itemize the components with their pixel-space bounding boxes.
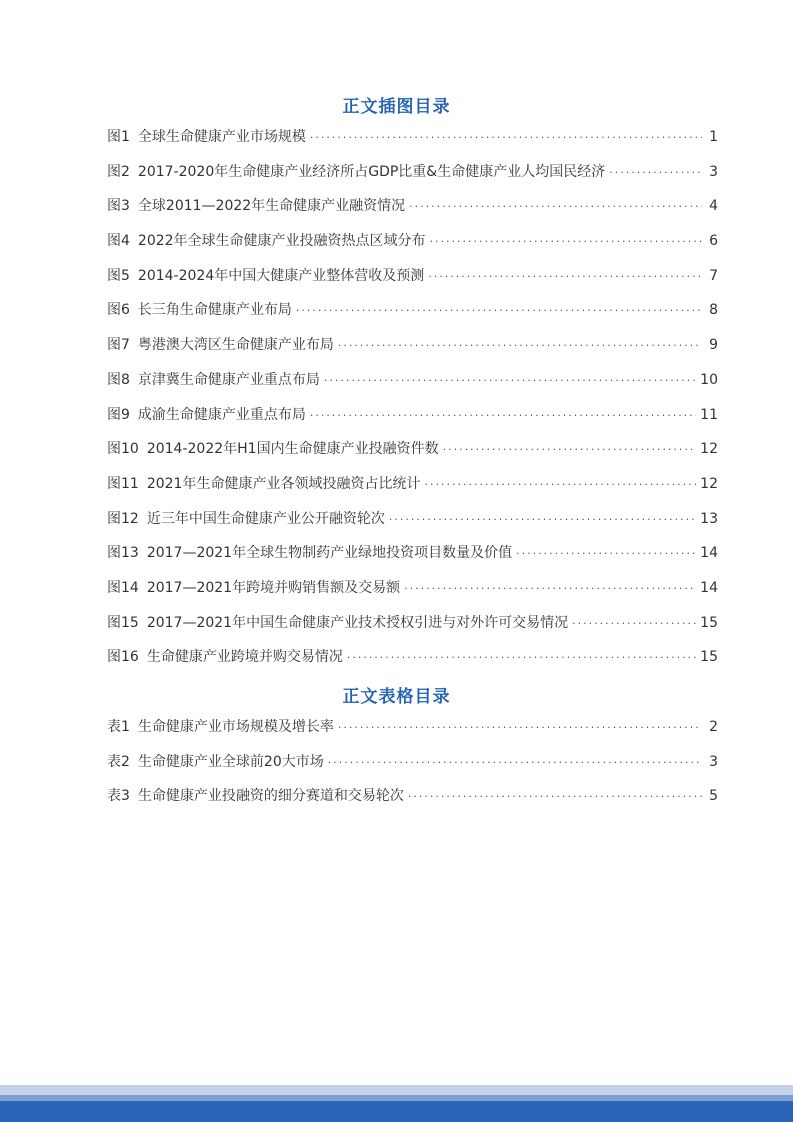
figure-toc-entry[interactable] bbox=[107, 647, 718, 682]
dot-leader bbox=[324, 371, 696, 391]
figure-toc-entry-page-number: 3 bbox=[709, 163, 718, 180]
footer-band-dark bbox=[0, 1101, 793, 1122]
dot-leader bbox=[443, 440, 697, 460]
figure-toc-entry-page-number: 9 bbox=[709, 337, 718, 354]
figure-toc-entry[interactable] bbox=[107, 300, 718, 335]
figure-toc-entry[interactable] bbox=[107, 439, 718, 474]
figure-toc-entry-page-number: 7 bbox=[709, 267, 718, 284]
figure-toc-entry-label: 图3 bbox=[107, 198, 130, 215]
figure-toc-entry[interactable] bbox=[107, 266, 718, 301]
dot-leader bbox=[409, 197, 702, 217]
footer-band-light bbox=[0, 1085, 793, 1095]
table-toc-entry-page-number: 2 bbox=[709, 719, 718, 735]
dot-leader bbox=[310, 406, 696, 426]
dot-leader bbox=[428, 267, 702, 287]
table-toc-entry-title: 生命健康产业投融资的细分赛道和交易轮次 bbox=[137, 788, 404, 805]
figure-toc-entry-page-number: 12 bbox=[700, 475, 718, 492]
figure-toc-entry[interactable] bbox=[107, 509, 718, 544]
figure-toc-entry-label: 图6 bbox=[107, 302, 130, 319]
figure-toc-entry-title: 2014-2022年H1国内生命健康产业投融资件数 bbox=[146, 441, 439, 458]
figure-toc-entry-label: 图7 bbox=[107, 337, 130, 354]
figure-toc-entry-page-number: 14 bbox=[700, 579, 718, 596]
figure-toc-entry[interactable] bbox=[107, 196, 718, 231]
figure-toc-entry-label: 图13 bbox=[107, 545, 139, 562]
figure-toc-entry-page-number: 8 bbox=[709, 302, 718, 319]
figure-toc-entry-label: 图11 bbox=[107, 475, 139, 492]
figure-toc-entry-page-number: 4 bbox=[709, 198, 718, 215]
figure-toc-entry[interactable] bbox=[107, 335, 718, 370]
figure-toc-entry-title: 2021年生命健康产业各领域投融资占比统计 bbox=[146, 475, 421, 492]
dot-leader bbox=[516, 544, 696, 564]
figure-toc-entry-title: 京津冀生命健康产业重点布局 bbox=[137, 371, 320, 388]
table-toc-entry[interactable] bbox=[107, 752, 718, 787]
figure-toc-entry[interactable] bbox=[107, 162, 718, 197]
figure-toc-entry[interactable] bbox=[107, 474, 718, 509]
figure-toc-entry[interactable] bbox=[107, 405, 718, 440]
table-toc-entry-page-number: 3 bbox=[709, 753, 718, 770]
figure-toc-entry-page-number: 13 bbox=[700, 510, 718, 527]
figure-toc-entry-label: 图1 bbox=[107, 129, 130, 145]
dot-leader bbox=[310, 128, 702, 148]
figure-toc-entry-page-number: 15 bbox=[700, 614, 718, 631]
figure-toc-entry-title: 2022年全球生命健康产业投融资热点区域分布 bbox=[137, 233, 426, 250]
figure-toc-entry-label: 图8 bbox=[107, 371, 130, 388]
figure-toc-entry-label: 图9 bbox=[107, 406, 130, 423]
figure-toc-entry[interactable] bbox=[107, 613, 718, 648]
figure-toc-entry-title: 2017—2021年中国生命健康产业技术授权引进与对外许可交易情况 bbox=[146, 614, 569, 631]
figure-toc-entry-page-number: 10 bbox=[700, 371, 718, 388]
figure-toc-entry-title: 长三角生命健康产业布局 bbox=[137, 302, 292, 319]
dot-leader bbox=[424, 475, 696, 495]
figure-toc-entry-title: 2017-2020年生命健康产业经济所占GDP比重&生命健康产业人均国民经济 bbox=[137, 163, 606, 180]
dot-leader bbox=[296, 301, 702, 321]
figure-toc-entry-page-number: 1 bbox=[709, 129, 718, 145]
figure-toc-entry-title: 粤港澳大湾区生命健康产业布局 bbox=[137, 337, 334, 354]
figure-toc-entry-label: 图15 bbox=[107, 614, 139, 631]
table-toc-entry-page-number: 5 bbox=[709, 788, 718, 805]
dot-leader bbox=[338, 336, 702, 356]
dot-leader bbox=[389, 510, 696, 530]
figure-toc-entry-label: 图16 bbox=[107, 649, 139, 666]
figure-toc-entry-title: 2017—2021年全球生物制药产业绿地投资项目数量及价值 bbox=[146, 545, 513, 562]
figure-toc-entry-label: 图14 bbox=[107, 579, 139, 596]
figure-toc-entry-title: 成渝生命健康产业重点布局 bbox=[137, 406, 306, 423]
figures-toc-list bbox=[107, 127, 718, 682]
tables-section-title: 正文表格目录 bbox=[342, 687, 451, 707]
figure-toc-entry-title: 近三年中国生命健康产业公开融资轮次 bbox=[146, 510, 385, 527]
table-toc-entry-label: 表3 bbox=[107, 788, 130, 805]
figure-toc-entry-title: 全球2011—2022年生命健康产业融资情况 bbox=[137, 198, 406, 215]
figure-toc-entry[interactable] bbox=[107, 127, 718, 162]
dot-leader bbox=[572, 614, 696, 634]
figure-toc-entry-page-number: 11 bbox=[700, 406, 718, 423]
figure-toc-entry-label: 图5 bbox=[107, 267, 130, 284]
dot-leader bbox=[338, 718, 702, 738]
figure-toc-entry-label: 图12 bbox=[107, 510, 139, 527]
figure-toc-entry-label: 图2 bbox=[107, 163, 130, 180]
figures-section-title: 正文插图目录 bbox=[342, 97, 451, 117]
figure-toc-entry-title: 全球生命健康产业市场规模 bbox=[137, 129, 306, 145]
table-toc-entry[interactable] bbox=[107, 786, 718, 821]
figure-toc-entry[interactable] bbox=[107, 578, 718, 613]
table-toc-entry-label: 表1 bbox=[107, 719, 130, 735]
dot-leader bbox=[430, 232, 702, 252]
figure-toc-entry-title: 2017—2021年跨境并购销售额及交易额 bbox=[146, 579, 401, 596]
figure-toc-entry[interactable] bbox=[107, 231, 718, 266]
figure-toc-entry-page-number: 12 bbox=[700, 441, 718, 458]
figure-toc-entry-label: 图4 bbox=[107, 233, 130, 250]
figure-toc-entry[interactable] bbox=[107, 370, 718, 405]
figure-toc-entry-page-number: 6 bbox=[709, 233, 718, 250]
table-toc-entry-title: 生命健康产业市场规模及增长率 bbox=[137, 719, 334, 735]
dot-leader bbox=[347, 648, 696, 668]
dot-leader bbox=[328, 753, 702, 773]
dot-leader bbox=[609, 163, 702, 183]
figure-toc-entry-title: 生命健康产业跨境并购交易情况 bbox=[146, 649, 343, 666]
dot-leader bbox=[404, 579, 696, 599]
figure-toc-entry-page-number: 14 bbox=[700, 545, 718, 562]
table-toc-entry[interactable] bbox=[107, 717, 718, 752]
figure-toc-entry[interactable] bbox=[107, 543, 718, 578]
dot-leader bbox=[408, 787, 702, 807]
figure-toc-entry-label: 图10 bbox=[107, 441, 139, 458]
tables-toc-list bbox=[107, 717, 718, 821]
table-toc-entry-title: 生命健康产业全球前20大市场 bbox=[137, 753, 324, 770]
figure-toc-entry-title: 2014-2024年中国大健康产业整体营收及预测 bbox=[137, 267, 425, 284]
figure-toc-entry-page-number: 15 bbox=[700, 649, 718, 666]
table-toc-entry-label: 表2 bbox=[107, 753, 130, 770]
